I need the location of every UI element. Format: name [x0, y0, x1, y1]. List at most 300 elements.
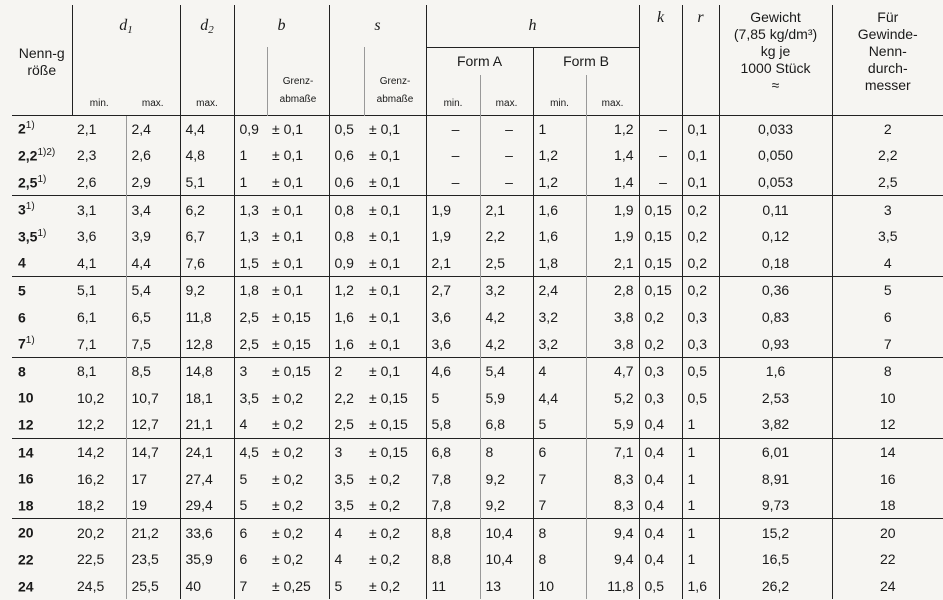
cell-hb-max: 9,4: [586, 546, 639, 573]
cell-s: 3,5: [329, 492, 364, 519]
cell-s-tol: ± 0,1: [369, 173, 401, 190]
cell-ha-max: 6,8: [480, 411, 533, 438]
cell-hb-min: 10: [533, 573, 586, 600]
header-s-grenz1: Grenz-: [379, 75, 411, 87]
cell-fuer: 24: [832, 573, 943, 600]
cell-s-tol: ± 0,2: [369, 577, 401, 594]
cell-b-tol: ± 0,1: [272, 147, 304, 164]
cell-b-tol: ± 0,2: [272, 389, 304, 406]
cell-d1-max: 7,5: [126, 330, 180, 357]
cell-b: 0,9: [234, 115, 267, 142]
cell-r: 0,1: [682, 169, 719, 196]
cell-d2: 4,8: [180, 142, 234, 169]
cell-hb-min: 7: [533, 492, 586, 519]
cell-fuer: 12: [832, 411, 943, 438]
cell-ha-min: 3,6: [426, 304, 480, 331]
cell-s-tol: ± 0,2: [369, 551, 401, 568]
header-b-value-cell: [234, 47, 267, 115]
header-hb-max: max.: [586, 75, 639, 115]
cell-r: 1: [682, 492, 719, 519]
cell-s-tol: ± 0,2: [369, 470, 401, 487]
cell-s-tol: ± 0,1: [364, 277, 426, 304]
cell-ha-max: 10,4: [480, 519, 533, 546]
cell-d2: 27,4: [180, 465, 234, 492]
footnote-marker: 1): [37, 173, 47, 185]
cell-ha-min: 1,9: [426, 196, 480, 223]
cell-d2: 33,6: [180, 519, 234, 546]
footnote-marker: 1): [25, 120, 35, 132]
cell-nenngroesse: [12, 196, 72, 223]
cell-gewicht: 0,050: [719, 142, 832, 169]
cell-d1-min: 14,2: [72, 438, 126, 465]
footnote-marker: 1): [25, 201, 35, 213]
cell-s: 1,6: [329, 304, 364, 331]
table-row: [12, 196, 943, 223]
cell-hb-max: 1,9: [586, 196, 639, 223]
cell-d2: 9,2: [180, 277, 234, 304]
header-fuer-line3: Nenn-: [868, 43, 907, 59]
cell-ha-max: 9,2: [480, 492, 533, 519]
cell-k: –: [639, 142, 682, 169]
cell-d1-min: 4,1: [77, 254, 97, 271]
cell-hb-max: 4,7: [586, 357, 639, 384]
cell-nenngroesse: [12, 492, 72, 519]
cell-d1-max: 2,4: [126, 115, 180, 142]
header-s-value-cell: [329, 47, 364, 115]
cell-k: 0,4: [639, 519, 682, 546]
cell-fuer: 5: [832, 277, 943, 304]
cell-hb-max: 9,4: [586, 519, 639, 546]
cell-hb-max: 1,4: [586, 169, 639, 196]
cell-d2: 24,1: [180, 438, 234, 465]
cell-r: 0,5: [682, 357, 719, 384]
cell-hb-max: 1,2: [586, 115, 639, 142]
cell-hb-max: 2,1: [586, 249, 639, 276]
header-ha-max: max.: [480, 75, 533, 115]
cell-hb-max: 2,8: [586, 277, 639, 304]
cell-r: 0,1: [682, 142, 719, 169]
cell-nenngroesse: [12, 304, 72, 331]
cell-hb-min: 1,2: [533, 169, 586, 196]
cell-s: 4: [329, 546, 364, 573]
cell-b-tol: ± 0,2: [272, 470, 304, 487]
cell-fuer: 22: [832, 546, 943, 573]
cell-hb-min: 1,6: [533, 223, 586, 250]
cell-s-tol: ± 0,1: [364, 196, 426, 223]
cell-hb-max: 8,3: [586, 492, 639, 519]
header-b-grenz: [267, 47, 329, 115]
cell-b: 1,3: [234, 223, 267, 250]
cell-d1-min: 3,6: [77, 228, 97, 245]
header-gewicht-line2: (7,85 kg/dm³): [733, 26, 818, 42]
cell-s: 4: [329, 519, 364, 546]
cell-r: 0,5: [682, 384, 719, 411]
cell-gewicht: 1,6: [719, 357, 832, 384]
cell-b: 6: [234, 519, 267, 546]
cell-hb-min: 4,4: [533, 384, 586, 411]
cell-d1-max: 3,9: [126, 223, 180, 250]
cell-gewicht: 15,2: [719, 519, 832, 546]
cell-r: 1,6: [682, 573, 719, 600]
cell-b: 1,5: [234, 249, 267, 276]
nenngroesse-value: 14: [18, 444, 34, 461]
cell-d2: 6,2: [180, 196, 234, 223]
cell-ha-max: 4,2: [480, 304, 533, 331]
cell-k: 0,3: [639, 384, 682, 411]
cell-ha-min: 5: [426, 384, 480, 411]
nenngroesse-value: 22: [18, 551, 34, 568]
cell-d1-max: 10,7: [126, 384, 180, 411]
cell-s-tol: ± 0,15: [369, 416, 408, 433]
header-gewicht-line1: Gewicht: [750, 9, 801, 25]
footnote-marker: 1)2): [37, 147, 56, 159]
cell-hb-min: 1,6: [533, 196, 586, 223]
cell-s-tol: ± 0,1: [369, 228, 401, 245]
cell-nenngroesse: [12, 330, 72, 357]
cell-d2: 21,1: [180, 411, 234, 438]
cell-d1-min: 12,2: [77, 416, 105, 433]
cell-ha-min: 8,8: [426, 546, 480, 573]
header-nenngroesse-label: Nenn-größe: [18, 45, 65, 78]
cell-d1-min: 20,2: [72, 519, 126, 546]
nenngroesse-value: 18: [18, 497, 34, 514]
cell-s-tol: ± 0,15: [369, 389, 408, 406]
cell-k: –: [639, 115, 682, 142]
cell-b-tol: ± 0,15: [272, 308, 311, 325]
cell-gewicht: 26,2: [719, 573, 832, 600]
header-fuer-line5: messer: [864, 77, 911, 93]
cell-ha-min: –: [426, 115, 480, 142]
header-d1-symbol: d: [119, 16, 128, 34]
cell-b: 7: [234, 573, 267, 600]
cell-fuer: 2,2: [832, 142, 943, 169]
cell-ha-max: 5,9: [480, 384, 533, 411]
cell-s: 0,5: [329, 115, 364, 142]
cell-b-tol: ± 0,2: [272, 497, 304, 514]
cell-d1-min: 18,2: [77, 497, 105, 514]
cell-s-tol: ± 0,2: [369, 497, 401, 514]
header-k: k: [639, 5, 682, 115]
nenngroesse-value: 16: [18, 470, 34, 487]
cell-nenngroesse: [12, 169, 72, 196]
table-row: [12, 465, 943, 492]
cell-ha-max: 8: [480, 438, 533, 465]
nenngroesse-value: 2,5: [18, 174, 38, 191]
nenngroesse-value: 5: [18, 282, 26, 299]
cell-s-tol: ± 0,1: [369, 335, 401, 352]
cell-r: 0,1: [682, 115, 719, 142]
cell-d1-min: 24,5: [77, 577, 105, 594]
cell-ha-max: 4,2: [480, 330, 533, 357]
cell-d1-min: 22,5: [77, 551, 105, 568]
header-d2: [180, 5, 234, 47]
cell-b-tol: ± 0,1: [267, 277, 329, 304]
cell-nenngroesse: [12, 277, 72, 304]
cell-gewicht: 6,01: [719, 438, 832, 465]
cell-ha-max: 3,2: [480, 277, 533, 304]
cell-gewicht: 3,82: [719, 411, 832, 438]
cell-b: 4: [234, 411, 267, 438]
cell-ha-min: –: [426, 142, 480, 169]
header-ha-min: min.: [426, 75, 480, 115]
nenngroesse-value: 8: [18, 363, 26, 380]
header-fuer-line2: Gewinde-: [857, 26, 918, 42]
cell-d1-max: 17: [126, 465, 180, 492]
header-fuer-line4: durch-: [867, 60, 908, 76]
header-gewicht-line3: kg je: [760, 43, 791, 59]
header-fuer-line1: Für: [877, 9, 899, 25]
cell-b: 1,8: [234, 277, 267, 304]
table-row: [12, 304, 943, 331]
cell-nenngroesse: [12, 249, 72, 276]
cell-r: 1: [682, 546, 719, 573]
cell-d2: 6,7: [180, 223, 234, 250]
cell-k: 0,4: [639, 438, 682, 465]
table-body: [12, 115, 943, 599]
cell-nenngroesse: [12, 411, 72, 438]
cell-nenngroesse: [12, 142, 72, 169]
cell-d1-max: 5,4: [126, 277, 180, 304]
nenngroesse-value: 3: [18, 201, 26, 218]
cell-hb-max: 5,9: [586, 411, 639, 438]
cell-nenngroesse: [12, 465, 72, 492]
cell-b: 3: [234, 357, 267, 384]
cell-nenngroesse: [12, 573, 72, 600]
nenngroesse-value: 24: [18, 578, 34, 595]
cell-b-tol: ± 0,1: [272, 254, 304, 271]
cell-fuer: 2,5: [832, 169, 943, 196]
header-s-grenz2: abmaße: [376, 93, 414, 105]
cell-fuer: 2: [832, 115, 943, 142]
table-row: [12, 115, 943, 142]
header-s-grenz: [364, 47, 426, 115]
cell-d2: 14,8: [180, 357, 234, 384]
header-form-b: Form B: [533, 47, 639, 75]
cell-d2: 7,6: [180, 249, 234, 276]
cell-nenngroesse: [12, 546, 72, 573]
cell-fuer: 3: [832, 196, 943, 223]
header-d1: [72, 5, 180, 47]
table-row: [12, 169, 943, 196]
cell-nenngroesse: [12, 223, 72, 250]
cell-s: 0,8: [329, 223, 364, 250]
cell-k: 0,2: [639, 304, 682, 331]
cell-b: 1: [234, 142, 267, 169]
cell-k: 0,4: [639, 546, 682, 573]
cell-hb-max: 11,8: [586, 573, 639, 600]
cell-nenngroesse: [12, 115, 72, 142]
table-row: [12, 492, 943, 519]
cell-fuer: 3,5: [832, 223, 943, 250]
header-r: r: [682, 5, 719, 115]
cell-ha-max: 9,2: [480, 465, 533, 492]
table-row: [12, 330, 943, 357]
header-gewicht: [719, 5, 832, 115]
cell-gewicht: 16,5: [719, 546, 832, 573]
cell-d1-min: 6,1: [77, 308, 97, 325]
cell-r: 1: [682, 519, 719, 546]
cell-b-tol: ± 0,2: [272, 551, 304, 568]
table-row: [12, 277, 943, 304]
cell-hb-min: 6: [533, 438, 586, 465]
cell-ha-max: 13: [480, 573, 533, 600]
cell-ha-max: 2,5: [480, 249, 533, 276]
cell-b-tol: ± 0,15: [267, 357, 329, 384]
cell-b-tol: ± 0,2: [272, 416, 304, 433]
cell-d2: 5,1: [180, 169, 234, 196]
cell-ha-min: 5,8: [426, 411, 480, 438]
cell-b: 6: [234, 546, 267, 573]
cell-b: 4,5: [234, 438, 267, 465]
header-d2-symbol: d: [200, 16, 209, 34]
cell-k: 0,15: [639, 249, 682, 276]
cell-d1-max: 2,9: [126, 169, 180, 196]
cell-b-tol: ± 0,1: [267, 196, 329, 223]
cell-gewicht: 0,18: [719, 249, 832, 276]
cell-k: 0,15: [639, 223, 682, 250]
cell-ha-min: 2,7: [426, 277, 480, 304]
cell-k: 0,3: [639, 357, 682, 384]
cell-k: 0,4: [639, 492, 682, 519]
cell-ha-min: 7,8: [426, 465, 480, 492]
cell-d1-max: 19: [126, 492, 180, 519]
cell-fuer: 10: [832, 384, 943, 411]
cell-s: 0,9: [329, 249, 364, 276]
cell-d1-min: 16,2: [77, 470, 105, 487]
cell-k: –: [639, 169, 682, 196]
header-h: h: [426, 5, 639, 47]
cell-d1-min: 10,2: [77, 389, 105, 406]
nenngroesse-value: 10: [18, 390, 34, 407]
cell-k: 0,4: [639, 411, 682, 438]
cell-r: 0,2: [682, 196, 719, 223]
cell-s: 1,6: [329, 330, 364, 357]
cell-fuer: 18: [832, 492, 943, 519]
cell-ha-min: 11: [426, 573, 480, 600]
cell-d1-max: 6,5: [126, 304, 180, 331]
cell-gewicht: 2,53: [719, 384, 832, 411]
cell-ha-min: 1,9: [426, 223, 480, 250]
cell-nenngroesse: [12, 519, 72, 546]
cell-r: 1: [682, 465, 719, 492]
header-form-a: Form A: [426, 47, 533, 75]
cell-r: 0,3: [682, 304, 719, 331]
cell-fuer: 4: [832, 249, 943, 276]
footnote-marker: 1): [25, 335, 35, 347]
cell-d1-min: 2,1: [72, 115, 126, 142]
cell-d2: 29,4: [180, 492, 234, 519]
cell-ha-max: –: [480, 142, 533, 169]
cell-ha-max: 2,1: [480, 196, 533, 223]
cell-d1-max: 4,4: [126, 249, 180, 276]
nenngroesse-value: 2: [18, 121, 26, 138]
cell-s-tol: ± 0,2: [364, 519, 426, 546]
cell-r: 0,2: [682, 223, 719, 250]
cell-k: 0,15: [639, 196, 682, 223]
cell-d1-max: 12,7: [126, 411, 180, 438]
cell-b: 1,3: [234, 196, 267, 223]
cell-s: 2,2: [329, 384, 364, 411]
cell-d2: 18,1: [180, 384, 234, 411]
nenngroesse-value: 6: [18, 309, 26, 326]
cell-k: 0,5: [639, 573, 682, 600]
cell-hb-min: 4: [533, 357, 586, 384]
header-s: s: [329, 5, 426, 47]
cell-ha-max: –: [480, 115, 533, 142]
header-d2-max: max.: [180, 47, 234, 115]
header-d2-sub: 2: [208, 23, 214, 36]
cell-fuer: 8: [832, 357, 943, 384]
table-row: [12, 438, 943, 465]
cell-r: 0,3: [682, 330, 719, 357]
cell-b-tol: ± 0,25: [272, 577, 311, 594]
cell-d1-min: 8,1: [72, 357, 126, 384]
header-gewicht-line4: 1000 Stück: [740, 60, 811, 76]
cell-gewicht: 9,73: [719, 492, 832, 519]
cell-hb-min: 1,2: [533, 142, 586, 169]
cell-gewicht: 0,83: [719, 304, 832, 331]
cell-d2: 4,4: [180, 115, 234, 142]
cell-b-tol: ± 0,1: [272, 173, 304, 190]
cell-d2: 12,8: [180, 330, 234, 357]
cell-gewicht: 0,36: [719, 277, 832, 304]
cell-nenngroesse: [12, 357, 72, 384]
cell-d1-min: 7,1: [77, 335, 97, 352]
cell-hb-max: 1,9: [586, 223, 639, 250]
cell-hb-min: 3,2: [533, 304, 586, 331]
table-row: [12, 573, 943, 600]
cell-ha-min: 3,6: [426, 330, 480, 357]
cell-s: 0,6: [329, 142, 364, 169]
cell-fuer: 20: [832, 519, 943, 546]
cell-k: 0,15: [639, 277, 682, 304]
cell-gewicht: 0,12: [719, 223, 832, 250]
header-hb-min: min.: [533, 75, 586, 115]
cell-b-tol: ± 0,1: [267, 115, 329, 142]
header-nenngroesse: [12, 5, 72, 115]
cell-ha-max: 10,4: [480, 546, 533, 573]
header-d1-sub: 1: [127, 23, 133, 36]
cell-d2: 35,9: [180, 546, 234, 573]
cell-k: 0,4: [639, 465, 682, 492]
cell-hb-min: 7: [533, 465, 586, 492]
cell-r: 1: [682, 438, 719, 465]
cell-hb-min: 3,2: [533, 330, 586, 357]
cell-s: 2,5: [329, 411, 364, 438]
nenngroesse-value: 3,5: [18, 228, 38, 245]
cell-b: 1: [234, 169, 267, 196]
cell-s: 3,5: [329, 465, 364, 492]
cell-s: 5: [329, 573, 364, 600]
cell-b: 3,5: [234, 384, 267, 411]
cell-gewicht: 8,91: [719, 465, 832, 492]
cell-hb-max: 8,3: [586, 465, 639, 492]
header-d1-sub-area: [72, 47, 180, 115]
cell-ha-max: 5,4: [480, 357, 533, 384]
nenngroesse-value: 12: [18, 416, 34, 433]
table-row: [12, 142, 943, 169]
cell-ha-min: 2,1: [426, 249, 480, 276]
cell-d1-min: 3,1: [72, 196, 126, 223]
cell-b: 2,5: [234, 330, 267, 357]
cell-s: 0,6: [329, 169, 364, 196]
cell-d2: 40: [180, 573, 234, 600]
cell-k: 0,2: [639, 330, 682, 357]
header-d1-max: max.: [141, 97, 164, 109]
table-row: [12, 546, 943, 573]
cell-d1-max: 25,5: [126, 573, 180, 600]
cell-nenngroesse: [12, 384, 72, 411]
